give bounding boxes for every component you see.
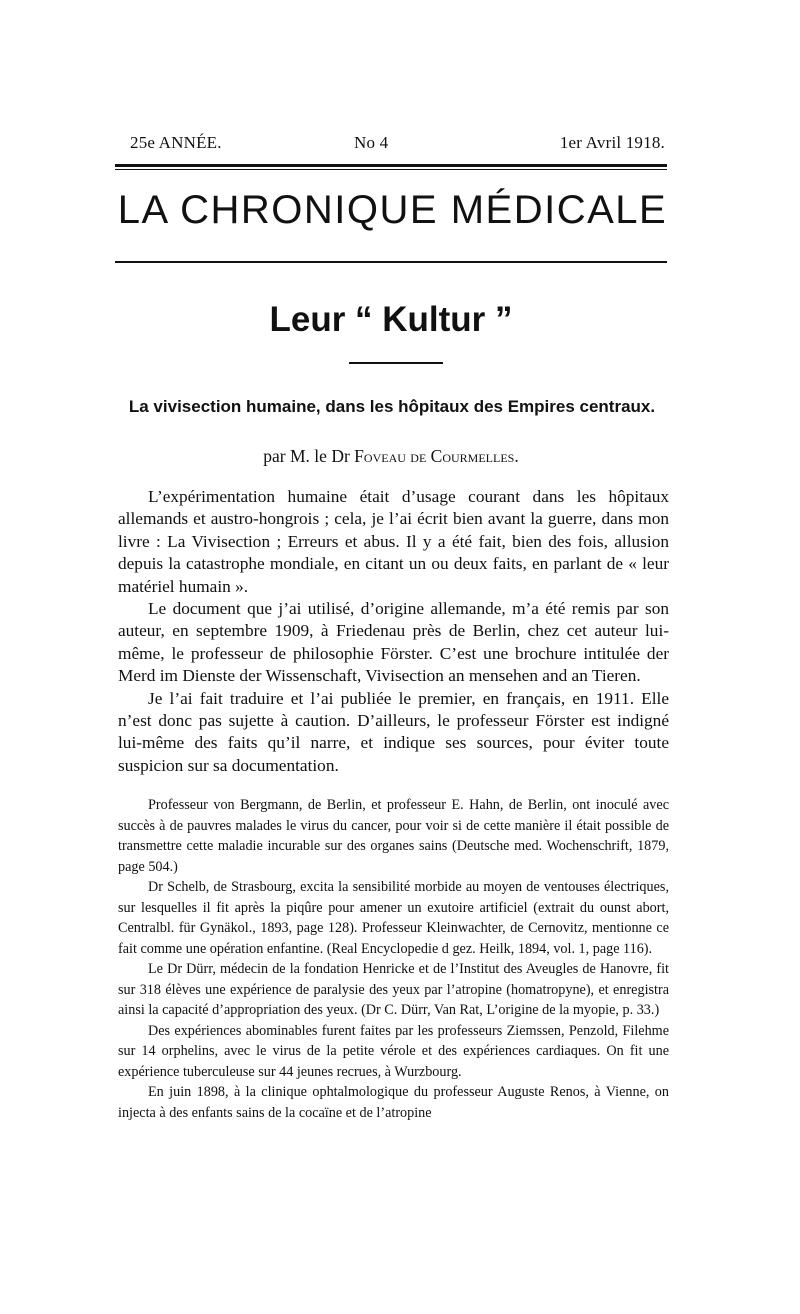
volume-year: 25e ANNÉE.	[130, 133, 222, 152]
fact-paragraph: Dr Schelb, de Strasbourg, excita la sensibilité morbide au moyen de ventouses électriques, sur lesquelles il fit après la piqûre pour amener un exutoire artificiel (extrait du ounst abort, Centralbl. für Gynäkol., 1893, page 128). Professeur Kleinwachter, de Cernovitz, mentionne ce fait comme une opération enfantine. (Real Encyclopedie d gez. Heilk, 1894, vol. 1, page 116).	[118, 879, 669, 957]
issue-number: No 4	[354, 133, 389, 152]
article-subtitle: La vivisection humaine, dans les hôpitaux des Empires centraux.	[128, 397, 656, 416]
fact-paragraph: En juin 1898, à la clinique ophtalmologique du professeur Auguste Renos, à Vienne, on injecta à des enfants sains de la cocaïne et de l’atropine	[118, 1084, 669, 1121]
byline-author: Foveau de Courmelles.	[354, 446, 519, 466]
fact-paragraph: Le Dr Dürr, médecin de la fondation Henricke et de l’Institut des Aveugles de Hanovre, fit sur 318 élèves une expérience de paralysie des yeux par l’atropine (homatropyne), et enregistra ainsi la capacité d’appropriation des yeux. (Dr C. Dürr, Van Rat, L’origine de la myopie, p. 33.)	[118, 961, 669, 1018]
article-quoted-facts	[118, 795, 669, 1123]
body-paragraph: Le document que j’ai utilisé, d’origine allemande, m’a été remis par son auteur, en septembre 1909, à Friedenau près de Berlin, chez cet auteur lui-même, le professeur de philosophie Förster. C’est une brochure intitulée der Merd im Dienste der Wissenschaft, Vivisection an mensehen and an Tieren.	[118, 599, 669, 686]
body-paragraph: Je l’ai fait traduire et l’ai publiée le premier, en français, en 1911. Elle n’est donc pas sujette à caution. D’ailleurs, le professeur Förster est indigné lui-même des faits qu’il narre, et indique ses sources, pour éviter toute suspicion sur sa documentation.	[118, 688, 669, 775]
article-title: Leur “ Kultur ”	[269, 300, 513, 339]
fact-paragraph: Des expériences abominables furent faites par les professeurs Ziemssen, Penzold, Filehme sur 14 orphelins, avec le virus de la petite vérole et des expériences cardiaques. On fit une expérience tuberculeuse sur 44 jeunes recrues, à Wurzbourg.	[118, 1022, 669, 1080]
header-rule-thick	[115, 164, 667, 167]
running-head	[130, 133, 665, 159]
article-body	[118, 486, 669, 777]
issue-date: 1er Avril 1918.	[559, 133, 665, 152]
fact-paragraph: Professeur von Bergmann, de Berlin, et professeur E. Hahn, de Berlin, ont inoculé avec succès à de pauvres malades le virus du cancer, pour voir si de cette manière il était possible de transmettre cette maladie incurable sur des organes sains (Deutsche med. Wochenschrift, 1879, page 504.)	[118, 797, 669, 875]
title-separator	[349, 362, 443, 364]
article-byline	[115, 446, 667, 467]
journal-title: LA CHRONIQUE MÉDICALE	[117, 188, 668, 232]
title-rule	[115, 261, 667, 263]
byline-prefix: par M. le Dr	[263, 446, 350, 466]
body-paragraph: L’expérimentation humaine était d’usage courant dans les hôpitaux allemands et austro-hongrois ; cela, je l’ai écrit bien avant la guerre, dans mon livre : La Vivisection ; Erreurs et abus. Il y a été fait, bien des fois, allusion depuis la catastrophe mondiale, en citant un ou deux faits, en parlant de « leur matériel humain ».	[118, 487, 669, 596]
header-rule-thin	[115, 169, 667, 170]
